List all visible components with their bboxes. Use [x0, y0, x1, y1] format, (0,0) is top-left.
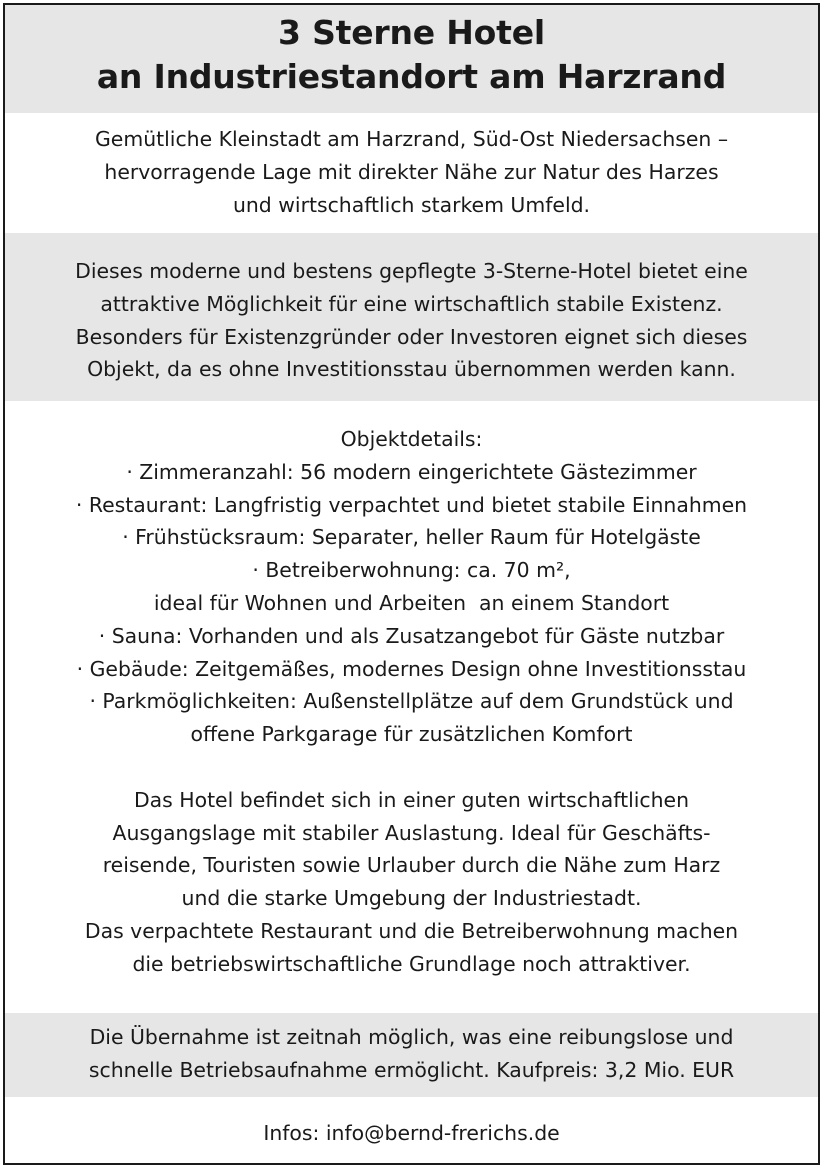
detail-line-building: · Gebäude: Zeitgemäßes, modernes Design ohne Investitionsstau — [76, 656, 747, 681]
detail-line-sauna: · Sauna: Vorhanden und als Zusatzangebot für Gäste nutzbar — [98, 623, 725, 648]
offer-section — [5, 1013, 818, 1097]
description-line: Dieses moderne und bestens gepflegte 3-Sterne-Hotel bietet eine — [75, 259, 748, 283]
intro-line: hervorragende Lage mit direkter Nähe zur Natur des Harzes — [104, 159, 719, 184]
detail-line-restaurant: · Restaurant: Langfristig verpachtet und bietet stabile Einnahmen — [75, 492, 748, 517]
description-line: Objekt, da es ohne Investitionsstau übernommen werden kann. — [87, 357, 736, 382]
situation-line: Das verpachtete Restaurant und die Betreiberwohnung machen — [84, 918, 739, 943]
situation-line: die betriebswirtschaftliche Grundlage noch attraktiver. — [132, 951, 691, 976]
detail-line-operator-apartment: · Betreiberwohnung: ca. 70 m², — [252, 558, 571, 583]
situation-line: Ausgangslage mit stabiler Auslastung. Ideal für Geschäfts- — [112, 820, 711, 845]
detail-line-rooms: · Zimmeranzahl: 56 modern eingerichtete Gästezimmer — [126, 459, 697, 484]
details-section — [5, 401, 818, 1013]
intro-section — [5, 113, 818, 233]
title-line-2: an Industriestandort am Harzrand — [96, 57, 727, 96]
situation-line: reisende, Touristen sowie Urlauber durch die Nähe zum Harz — [102, 853, 721, 878]
description-line: attraktive Möglichkeit für eine wirtschaftlich stabile Existenz. — [100, 291, 723, 316]
detail-line-operator-apartment-cont: ideal für Wohnen und Arbeiten an einem Standort — [153, 590, 670, 615]
paragraph-spacer — [5, 751, 818, 784]
intro-line: und wirtschaftlich starkem Umfeld. — [232, 192, 591, 217]
detail-line-parking-cont: offene Parkgarage für zusätzlichen Komfort — [190, 722, 633, 747]
intro-line: Gemütliche Kleinstadt am Harzrand, Süd-Ost Niedersachsen – — [94, 127, 729, 151]
detail-line-breakfast-room: · Frühstücksraum: Separater, heller Raum für Hotelgäste — [122, 525, 701, 550]
detail-line-parking: · Parkmöglichkeiten: Außenstellplätze auf dem Grundstück und — [89, 689, 734, 714]
title-line-1: 3 Sterne Hotel — [278, 13, 545, 52]
description-line: Besonders für Existenzgründer oder Investoren eignet sich dieses — [75, 324, 748, 349]
contact-email: Infos: info@bernd-frerichs.de — [263, 1121, 560, 1145]
details-heading: Objektdetails: — [340, 427, 483, 451]
offer-line: Die Übernahme ist zeitnah möglich, was eine reibungslose und — [89, 1025, 734, 1049]
offer-line-price: schnelle Betriebsaufnahme ermöglicht. Kaufpreis: 3,2 Mio. EUR — [88, 1057, 735, 1082]
situation-line: Das Hotel befindet sich in einer guten wirtschaftlichen — [133, 787, 690, 812]
description-section — [5, 233, 818, 401]
title-band — [5, 5, 818, 113]
contact-section — [5, 1097, 818, 1165]
situation-line: und die starke Umgebung der Industriestadt. — [181, 886, 642, 911]
hotel-advertisement — [3, 3, 820, 1165]
